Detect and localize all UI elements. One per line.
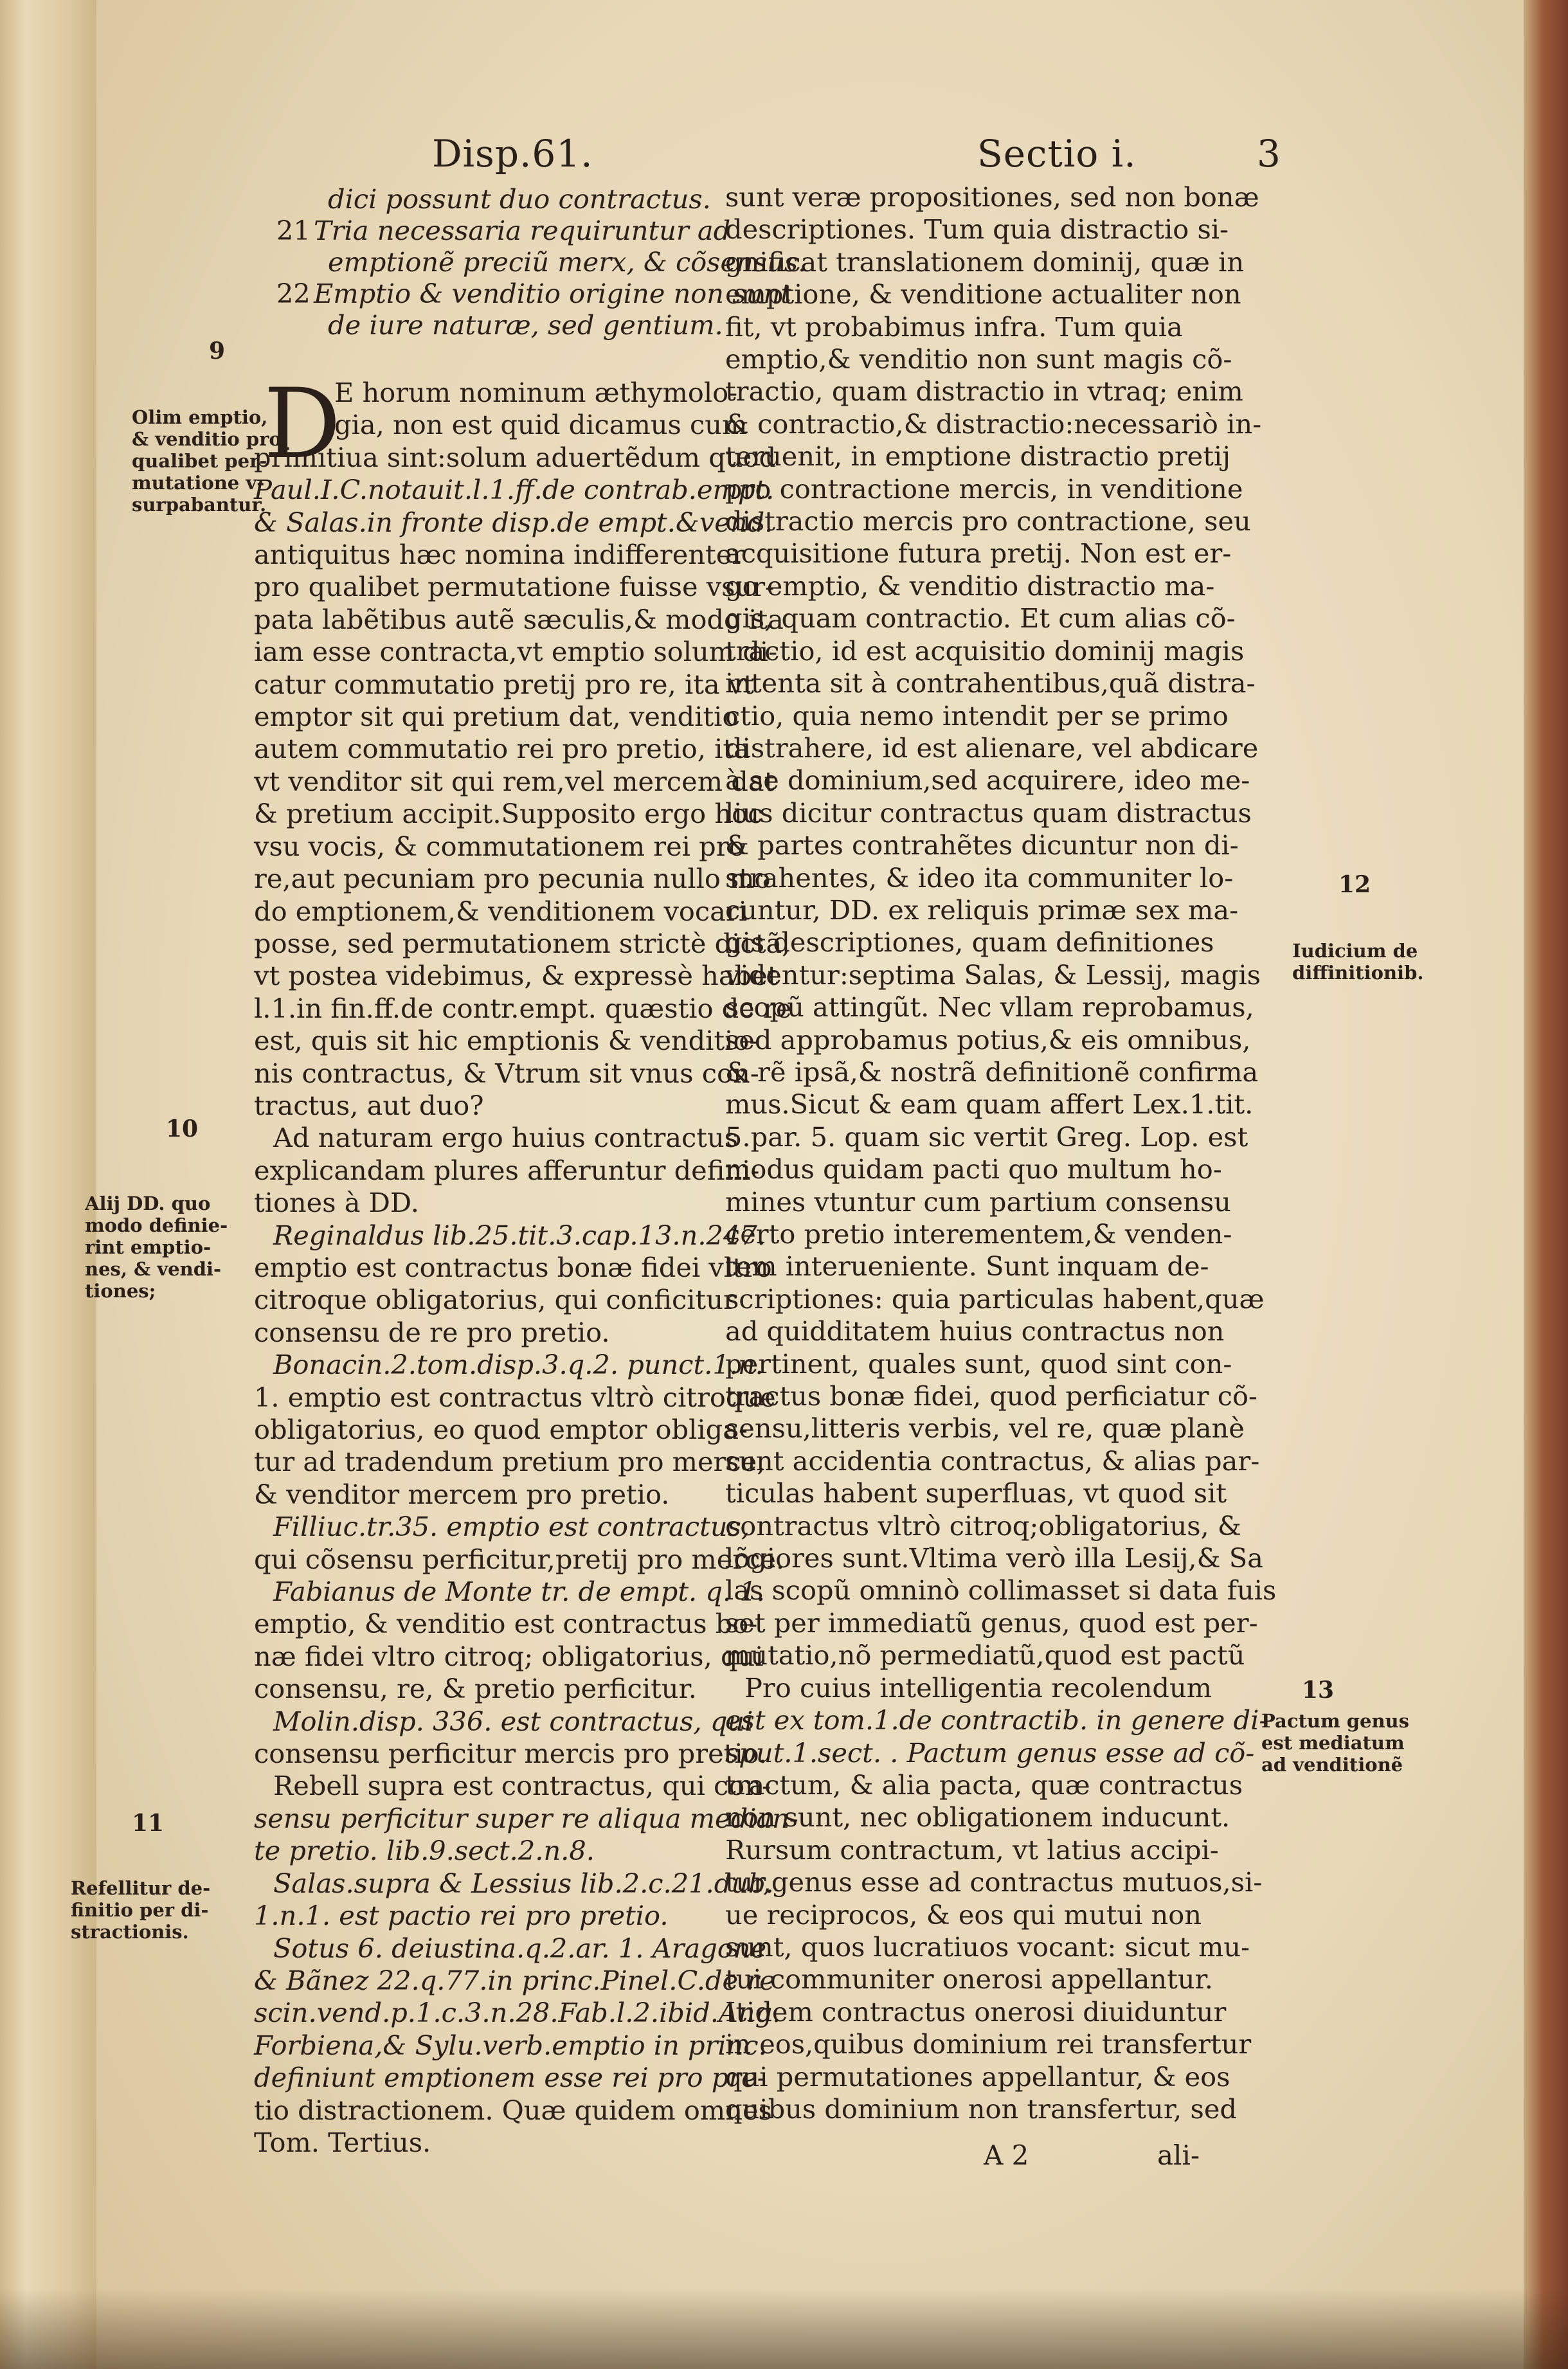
summary-line: dici possunt duo contractus. (328, 183, 711, 215)
marginal-line: modo definie- (85, 1214, 228, 1236)
text-line: emptio est contractus bonæ fidei vltro (254, 1251, 772, 1283)
text-line: emptio, & venditio est contractus bo- (254, 1608, 758, 1640)
text-line: tractio, id est acquisitio dominij magis (725, 635, 1245, 667)
header-left: Disp.61. (432, 132, 593, 176)
text-line: Pro cuius intelligentia recolendum (744, 1671, 1212, 1704)
text-line: sensu perficitur super re aliqua median- (254, 1802, 798, 1834)
text-line: Forbiena,& Sylu.verb.emptio in princ. (254, 2029, 767, 2061)
text-line: 1. emptio est contractus vltrò citroque (254, 1381, 776, 1413)
text-line: distractio mercis pro contractione, seu (725, 505, 1251, 537)
text-line: modus quidam pacti quo multum ho- (725, 1153, 1222, 1185)
left-column (254, 368, 798, 2159)
marginal-note-9 (132, 406, 282, 516)
text-line: emptor sit qui pretium dat, venditio (254, 701, 739, 733)
marginal-line: surpabantur. (132, 494, 267, 516)
text-line: pata labẽtibus autẽ sæculis,& modo ita (254, 603, 784, 635)
text-line: Paul.I.C.notauit.l.1.ff.de contrab.empt. (254, 474, 775, 506)
text-line: tractio, quam distractio in vtraq; enim (725, 375, 1243, 408)
text-line: go emptio, & venditio distractio ma- (725, 570, 1215, 602)
text-line: Rursum contractum, vt latius accipi- (725, 1833, 1219, 1866)
text-line: quibus dominium non transfertur, sed (725, 2093, 1237, 2125)
text-line: gis descriptiones, quam definitiones (725, 926, 1214, 959)
text-line: gis, quam contractio. Et cum alias cõ- (725, 602, 1236, 635)
text-line: vsu vocis, & commutationem rei pro (254, 830, 745, 862)
text-line: sensu,litteris verbis, vel re, quæ planè (725, 1412, 1245, 1445)
drop-cap: D (264, 368, 341, 480)
text-line: pertinent, quales sunt, quod sint con- (725, 1347, 1232, 1380)
text-line: mutatio,nõ permediatũ,quod est pactũ (725, 1639, 1245, 1671)
text-line: non sunt, nec obligationem inducunt. (725, 1801, 1230, 1833)
text-line: Bonacin.2.tom.disp.3.q.2. punct.1.n. (273, 1349, 764, 1381)
marginal-line: est mediatum (1261, 1732, 1405, 1754)
text-line: sed approbamus potius,& eis omnibus, (725, 1023, 1251, 1056)
text-line: tractus, aut duo? (254, 1089, 484, 1121)
text-line: las scopũ omninò collimasset si data fuis (725, 1574, 1277, 1607)
text-line: sunt veræ propositiones, sed non bonæ (725, 181, 1259, 213)
marginal-note-13 (1261, 1710, 1409, 1776)
text-line: lius dicitur contractus quam distractus (725, 797, 1252, 829)
header-right: Sectio i. (977, 132, 1137, 176)
margin-number-12: 12 (1338, 871, 1371, 898)
text-line: & rẽ ipsã,& nostrã definitionẽ confirma (725, 1056, 1259, 1088)
text-line: antiquitus hæc nomina indifferenter (254, 539, 745, 571)
text-line: gnificat translationem dominij, quæ in (725, 246, 1245, 278)
text-line: scopũ attingũt. Nec vllam reprobamus, (725, 991, 1254, 1023)
text-line: definiunt emptionem esse rei pro pre- (254, 2062, 766, 2094)
text-line: emptione, & venditione actualiter non (725, 278, 1241, 311)
text-line: Rebell supra est contractus, qui con- (273, 1770, 771, 1802)
text-line: re,aut pecuniam pro pecunia nullo mo (254, 863, 771, 895)
text-line: tiones à DD. (254, 1187, 419, 1219)
text-line: à se dominium,sed acquirere, ideo me- (725, 764, 1250, 797)
text-line: & Bãnez 22.q.77.in princ.Pinel.C.de re (254, 1964, 775, 1996)
marginal-note-10 (85, 1193, 228, 1302)
margin-number-9: 9 (209, 338, 226, 365)
text-line: qui permutationes appellantur, & eos (725, 2060, 1230, 2093)
text-line: videntur:septima Salas, & Lessij, magis (725, 959, 1261, 991)
text-line: qui cõsensu perficitur,pretij pro merce. (254, 1543, 785, 1575)
text-line: obligatorius, eo quod emptor obliga- (254, 1414, 748, 1445)
text-line: sunt, quos lucratiuos vocant: sicut mu- (725, 1931, 1250, 1963)
text-line: Sotus 6. deiustina.q.2.ar. 1. Aragone (273, 1932, 767, 1964)
text-line: consensu de re pro pretio. (254, 1316, 610, 1348)
text-line: vt postea videbimus, & expressè habet (254, 960, 779, 992)
text-line: mus.Sicut & eam quam affert Lex.1.tit. (725, 1088, 1254, 1121)
text-line: tio distractionem. Quæ quidem omnes (254, 2094, 772, 2126)
text-line: pro qualibet permutatione fuisse vsur- (254, 571, 775, 603)
text-line: set per immediatũ genus, quod est per- (725, 1607, 1258, 1639)
text-line: Itidem contractus onerosi diuiduntur (725, 1995, 1227, 2028)
marginal-line: tiones; (85, 1280, 156, 1302)
margin-number-10: 10 (166, 1115, 199, 1142)
page-number: 3 (1257, 132, 1281, 176)
text-line: consensu perficitur mercis pro pretio. (254, 1738, 768, 1770)
marginal-line: Iudicium de (1292, 940, 1418, 962)
marginal-line: Alij DD. quo (85, 1193, 211, 1214)
marginal-line: finitio per di- (71, 1899, 209, 1921)
marginal-line: ad venditionẽ (1261, 1754, 1403, 1776)
marginal-note-11 (71, 1877, 210, 1943)
marginal-line: Pactum genus (1261, 1710, 1409, 1732)
text-line: do emptionem,& venditionem vocari (254, 895, 747, 927)
text-line: distrahere, id est alienare, vel abdicare (725, 732, 1259, 764)
text-line: certo pretio interementem,& venden- (725, 1218, 1232, 1250)
text-line: nis contractus, & Vtrum sit vnus con- (254, 1057, 759, 1089)
marginal-note-12 (1292, 940, 1423, 984)
page-shadow (0, 2289, 1568, 2369)
margin-number-13: 13 (1302, 1677, 1335, 1704)
text-line: 5.par. 5. quam sic vertit Greg. Lop. est (725, 1121, 1248, 1153)
text-line: ctio, quia nemo intendit per se primo (725, 699, 1229, 732)
text-line: scin.vend.p.1.c.3.n.28.Fab.l.2.ibid.Ang. (254, 1997, 781, 2029)
text-line: ad quidditatem huius contractus non (725, 1315, 1225, 1347)
summary-line: emptionẽ preciũ merx, & cõsensus. (328, 246, 807, 278)
text-line: teruenit, in emptione distractio pretij (725, 440, 1231, 473)
text-line: sput.1.sect. . Pactum genus esse ad cõ- (725, 1736, 1255, 1769)
text-line: Filliuc.tr.35. emptio est contractus, (273, 1511, 750, 1543)
text-line: & contractio,& distractio:necessariò in- (725, 408, 1262, 440)
right-column (725, 181, 1276, 2125)
text-line: tem interueniente. Sunt inquam de- (725, 1250, 1209, 1283)
text-line: 1.n.1. est pactio rei pro pretio. (254, 1900, 669, 1932)
text-line: & Salas.in fronte disp.de empt.&vend. (254, 506, 773, 538)
text-line: scriptiones: quia particulas habent,quæ (725, 1283, 1265, 1315)
text-line: autem commutatio rei pro pretio, ita (254, 733, 750, 765)
text-line: fit, vt probabimus infra. Tum quia (725, 311, 1183, 343)
text-line: citroque obligatorius, qui conficitur (254, 1284, 736, 1316)
text-line: consensu, re, & pretio perficitur. (254, 1673, 697, 1705)
text-line: tui communiter onerosi appellantur. (725, 1963, 1213, 1995)
summary-line: 22 Emptio & venditio origine non sunt (276, 278, 791, 309)
marginal-line: diffinitionib. (1292, 962, 1424, 984)
signature-mark: A 2 (984, 2139, 1029, 2171)
text-line: & venditor mercem pro pretio. (254, 1478, 670, 1510)
text-line: primitiua sint:solum aduertẽdum quod (254, 441, 777, 473)
text-line: iam esse contracta,vt emptio solum di- (254, 636, 778, 668)
marginal-line: stractionis. (71, 1921, 189, 1943)
text-line: Ad naturam ergo huius contractus (273, 1122, 738, 1154)
marginal-line: mutatione v- (132, 472, 265, 494)
marginal-line: Refellitur de- (71, 1877, 211, 1899)
catchword: ali- (1157, 2139, 1200, 2171)
text-line: & partes contrahẽtes dicuntur non di- (725, 829, 1239, 861)
summary-line: de iure naturæ, sed gentium. (328, 309, 723, 341)
marginal-line: rint emptio- (85, 1236, 212, 1258)
text-line: Salas.supra & Lessius lib.2.c.21.dub. (273, 1867, 774, 1899)
text-line: tur ad tradendum pretium pro merce, (254, 1446, 766, 1478)
text-line: ticulas habent superfluas, vt quod sit (725, 1477, 1227, 1509)
text-line: Tom. Tertius. (254, 2126, 431, 2158)
text-line: explicandam plures afferuntur defini- (254, 1154, 760, 1186)
text-line: contractus vltrò citroq;obligatorius, & (725, 1509, 1241, 1542)
text-line: cuntur, DD. ex reliquis primæ sex ma- (725, 894, 1239, 926)
text-line: descriptiones. Tum quia distractio si- (725, 213, 1229, 246)
text-line: Fabianus de Monte tr. de empt. q. 1. (273, 1576, 765, 1608)
text-line: posse, sed permutationem strictè dictã, (254, 927, 791, 959)
text-line: Reginaldus lib.25.tit.3.cap.13.n.247. (273, 1219, 766, 1251)
text-line: tractus bonæ fidei, quod perficiatur cõ- (725, 1380, 1257, 1412)
text-line: est, quis sit hic emptionis & venditio- (254, 1025, 759, 1057)
text-line: vt venditor sit qui rem,vel mercem dat (254, 765, 775, 797)
marginal-line: nes, & vendi- (85, 1258, 222, 1280)
text-line: tur,genus esse ad contractus mutuos,si- (725, 1866, 1263, 1898)
text-line: sunt accidentia contractus, & alias par- (725, 1445, 1260, 1477)
margin-number-11: 11 (132, 1810, 165, 1837)
text-line: l.1.in fin.ff.de contr.empt. quæstio de re (254, 992, 792, 1024)
text-line: in eos,quibus dominium rei transfertur (725, 2028, 1252, 2060)
text-line: emptio,& venditio non sunt magis cõ- (725, 343, 1232, 375)
text-line: te pretio. lib.9.sect.2.n.8. (254, 1835, 595, 1867)
text-line: strahentes, & ideo ita communiter lo- (725, 861, 1234, 894)
text-line: intenta sit à contrahentibus,quã distra- (725, 667, 1256, 699)
text-line: gia, non est quid dicamus cum (334, 409, 748, 441)
text-line: tractum, & alia pacta, quæ contractus (725, 1769, 1243, 1801)
text-line: est ex tom.1.de contractib. in genere di- (725, 1704, 1268, 1736)
text-line: acquisitione futura pretij. Non est er- (725, 537, 1232, 570)
marginal-line: & venditio pro (132, 428, 282, 450)
summary-line: 21 Tria necessaria requiruntur ad (276, 215, 731, 246)
text-line: catur commutatio pretij pro re, ita vt (254, 668, 754, 700)
text-line: pro contractione mercis, in venditione (725, 473, 1243, 505)
marginal-line: qualibet per- (132, 450, 267, 472)
text-line: E horum nominum æthymolo- (334, 377, 738, 408)
text-line: næ fidei vltro citroq; obligatorius, qui (254, 1640, 764, 1672)
text-line: & pretium accipit.Supposito ergo hoc (254, 798, 763, 830)
text-line: lõgiores sunt.Vltima verò illa Lesij,& Sa (725, 1542, 1263, 1574)
text-line: mines vtuntur cum partium consensu (725, 1185, 1231, 1218)
text-line: Molin.disp. 336. est contractus, qui (273, 1705, 753, 1737)
text-line: ue reciprocos, & eos qui mutui non (725, 1898, 1202, 1931)
marginal-line: Olim emptio, (132, 406, 268, 428)
